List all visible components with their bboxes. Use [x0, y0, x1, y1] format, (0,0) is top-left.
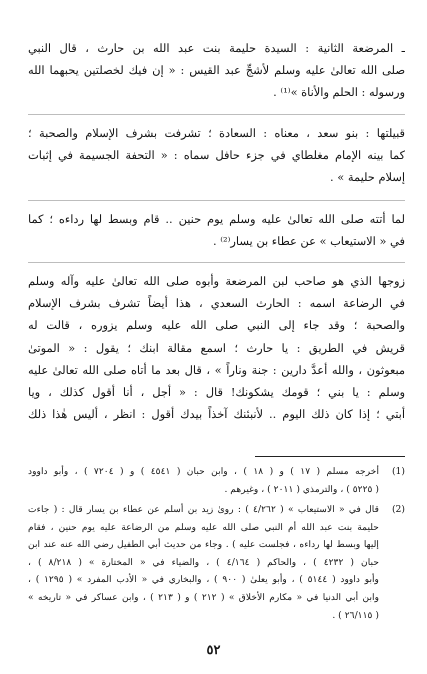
text-line: ـ المرضعة الثانية : السيدة حليمة بنت عبد الله بن حارث ، قال النبي	[28, 41, 405, 55]
text-line: زوجها الذي هو صاحب لبن المرضعة وأبوه صلى الله تعالىٰ عليه وآله وسلم	[28, 274, 405, 288]
paragraph-4	[28, 270, 405, 425]
text-line: كما بينه الإمام مغلطاي في جزء حافل سماه : « التحفة الجسيمة في إثبات	[28, 148, 405, 163]
footnote-2	[28, 501, 405, 624]
footnote-line: حليمة بنت عبد الله أم النبي صلى الله عليه وسلم من الرضاعة عليه يوم حنين ، فقام	[28, 521, 379, 533]
text-line: أبتي ؛ إذا كان ذلك اليوم .. لأنبئنك آخذاً بيدك أقول : انظر ، أليس هٰذا ذلك	[28, 407, 405, 422]
footnote-line: إليها وبسط لها رداءه ، فجلست عليه ) . وجاء من حديث أبي الطفيل رضي الله عنه عند ابن	[28, 539, 379, 551]
text-line: في الرضاعة اسمه : الحارث السعدي ، هذا أيضاً تشرف بشرف الإسلام	[28, 296, 405, 311]
footnote-body	[28, 501, 379, 624]
footnote-line: ( ٢٦/١١٥ ) .	[332, 609, 379, 621]
text-line: لما أتته صلى الله تعالىٰ عليه وسلم يوم حنين .. قام وبسط لها رداءه ؛ كما	[28, 212, 405, 226]
page-number: ٥٢	[206, 643, 221, 658]
text-line: في « الاستيعاب » عن عطاء بن يسار⁽²⁾ .	[213, 234, 405, 249]
footnote-line: قال في « الاستيعاب » ( ٤/٢٦٢ ) : روىٰ زيد بن أسلم عن عطاء بن يسار قال : ( جاءت	[28, 504, 379, 515]
paragraph-1	[28, 37, 405, 104]
footnote-line: حبان ( ٤٢٣٢ ) ، والحاكم ( ٤/١٦٤ ) ، والضياء في « المختارة » ( ٨/٢١٨ ) ،	[28, 556, 379, 568]
section-divider	[28, 114, 405, 115]
text-line: ورسوله : الحلم والأناة »⁽¹⁾ .	[273, 85, 405, 100]
text-line: وسلم : يا بني ؛ قومك يشكونك! قال : « أجل ، أنا أقول كذلك ، ويا	[28, 385, 405, 400]
text-line: والصحبة ؛ وقد جاء إلى النبي صلى الله عليه وسلم يزوره ، قالت له	[28, 318, 405, 333]
text-line: قبيلتها : بنو سعد ، معناه : السعادة ؛ تشرفت بشرف الإسلام والصحبة ؛	[28, 126, 405, 140]
text-line: صلى الله تعالىٰ عليه وسلم لأشجِّ عبد القيس : « إن فيك لخصلتين يحبهما الله	[28, 63, 405, 78]
footnote-number: (1)	[391, 466, 405, 477]
section-divider	[28, 200, 405, 201]
footnote-body	[28, 463, 379, 498]
footnote-line: وأبو داوود ( ٥١٤٤ ) ، وأبو يعلىٰ ( ٩٠٠ ) ، والبخاري في « الأدب المفرد » ( ١٢٩٥ ) ،	[28, 574, 379, 586]
footnote-number: (2)	[391, 504, 405, 515]
section-divider	[28, 262, 405, 263]
footnote-line: أخرجه مسلم ( ١٧ ) و ( ١٨ ) ، وابن حبان ( ٤٥٤١ ) و ( ٧٢٠٤ ) ، وأبو داوود	[28, 466, 379, 477]
text-line: إسلام حليمة » .	[330, 170, 405, 185]
paragraph-3	[28, 208, 405, 252]
footnote-1	[28, 463, 405, 498]
text-line: مبعوثون ، والله أعدَّ دارين : جنة وناراً » ، قال بعد ما أتاه صلى الله تعالىٰ عليه	[28, 362, 405, 377]
footnote-separator	[255, 456, 405, 457]
footnote-line: وابن أبي الدنيا في « مكارم الأخلاق » ( ٢١٢ ) و ( ٢١٣ ) ، وابن عساكر في « تاريخه »	[28, 591, 379, 603]
footnote-line: ( ٥٢٢٥ ) ، والترمذي ( ٢٠١١ ) ، وغيرهم .	[224, 483, 379, 495]
text-line: قريش في الطريق : يا حارث ؛ اسمع مقالة ابنك ؛ يقول : « الموتىٰ	[28, 340, 405, 355]
paragraph-2	[28, 122, 405, 189]
